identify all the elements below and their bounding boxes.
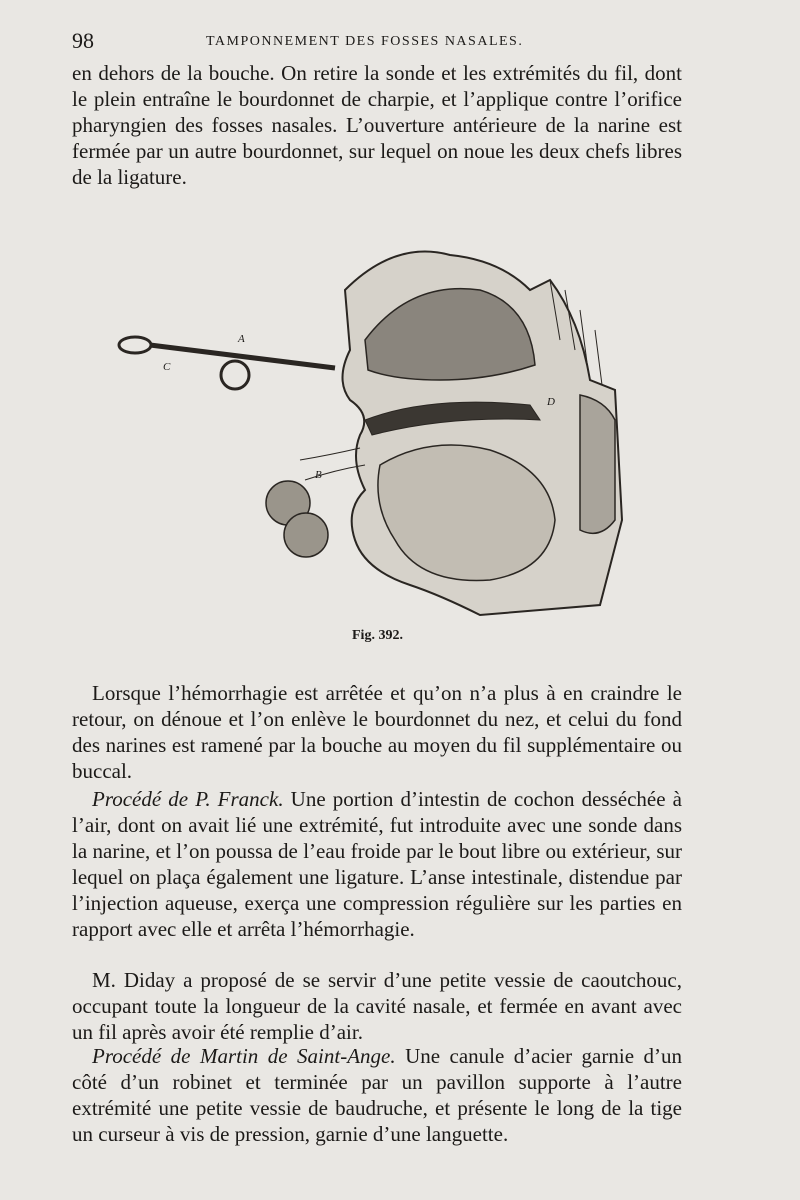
paragraph-diday: M. Diday a proposé de se servir d’une petite vessie de caoutchouc, occupant toute la longueur de la cavité nasale, et fermée en avant avec un fil après avoir été remplie d’air. [72, 968, 682, 1044]
paragraph-franck-body: Une portion d’intestin de cochon desséchée à l’air, dont on avait lié une extrémité, fut introduite avec une sonde dans la narine, et l’on poussa de l’eau froide par le bout libre ou extérieur, sur lequel on plaça également une ligature. L’anse intestinale, distendue par l’injection aqueuse, exerça une compression régulière sur les parties en rapport avec elle et arrêta l’hémorrhagie. [72, 787, 682, 941]
paragraph-martin [72, 1043, 682, 1147]
spine [580, 395, 615, 533]
paragraph-franck [72, 786, 682, 942]
anatomical-illustration [110, 220, 630, 630]
method-heading-martin: Procédé de Martin de Saint-Ange. [92, 1044, 396, 1068]
page-header [72, 28, 712, 54]
label-b: B [315, 469, 322, 481]
figure-caption: Fig. 392. [352, 628, 403, 643]
paragraph-martin-body: Une canule d’acier garnie d’un côté d’un robinet et terminée par un pavillon supporte à l’autre extrémité une petite vessie de baudruche, et présente le long de la tige un curseur à vis de pression, garnie d’une languette. [72, 1044, 682, 1146]
label-d: D [547, 396, 555, 408]
paragraph-hemorrhage: Lorsque l’hémorrhagie est arrêtée et qu’on n’a plus à en craindre le retour, on dénoue et l’on enlève le bourdonnet du nez, et celui du fond des narines est ramené par la bouche au moyen du fil supplémentaire ou buccal. [72, 681, 682, 783]
running-title: TAMPONNEMENT DES FOSSES NASALES. [206, 34, 524, 49]
charpie-plug-2 [284, 513, 328, 557]
paragraph-continuation: en dehors de la bouche. On retire la sonde et les extrémités du fil, dont le plein entraîne le bourdonnet de charpie, et l’applique contre l’orifice pharyngien des fosses nasales. L’ouverture antérieure de la narine est fermée par un autre bourdonnet, sur lequel on noue les deux chefs libres de la ligature. [72, 61, 682, 189]
instrument-ring [119, 337, 151, 353]
method-heading-franck: Procédé de P. Franck. [92, 787, 284, 811]
label-c: C [163, 361, 171, 373]
label-a: A [238, 333, 245, 345]
instrument-finger-ring [221, 361, 249, 389]
page-number: 98 [72, 28, 94, 53]
